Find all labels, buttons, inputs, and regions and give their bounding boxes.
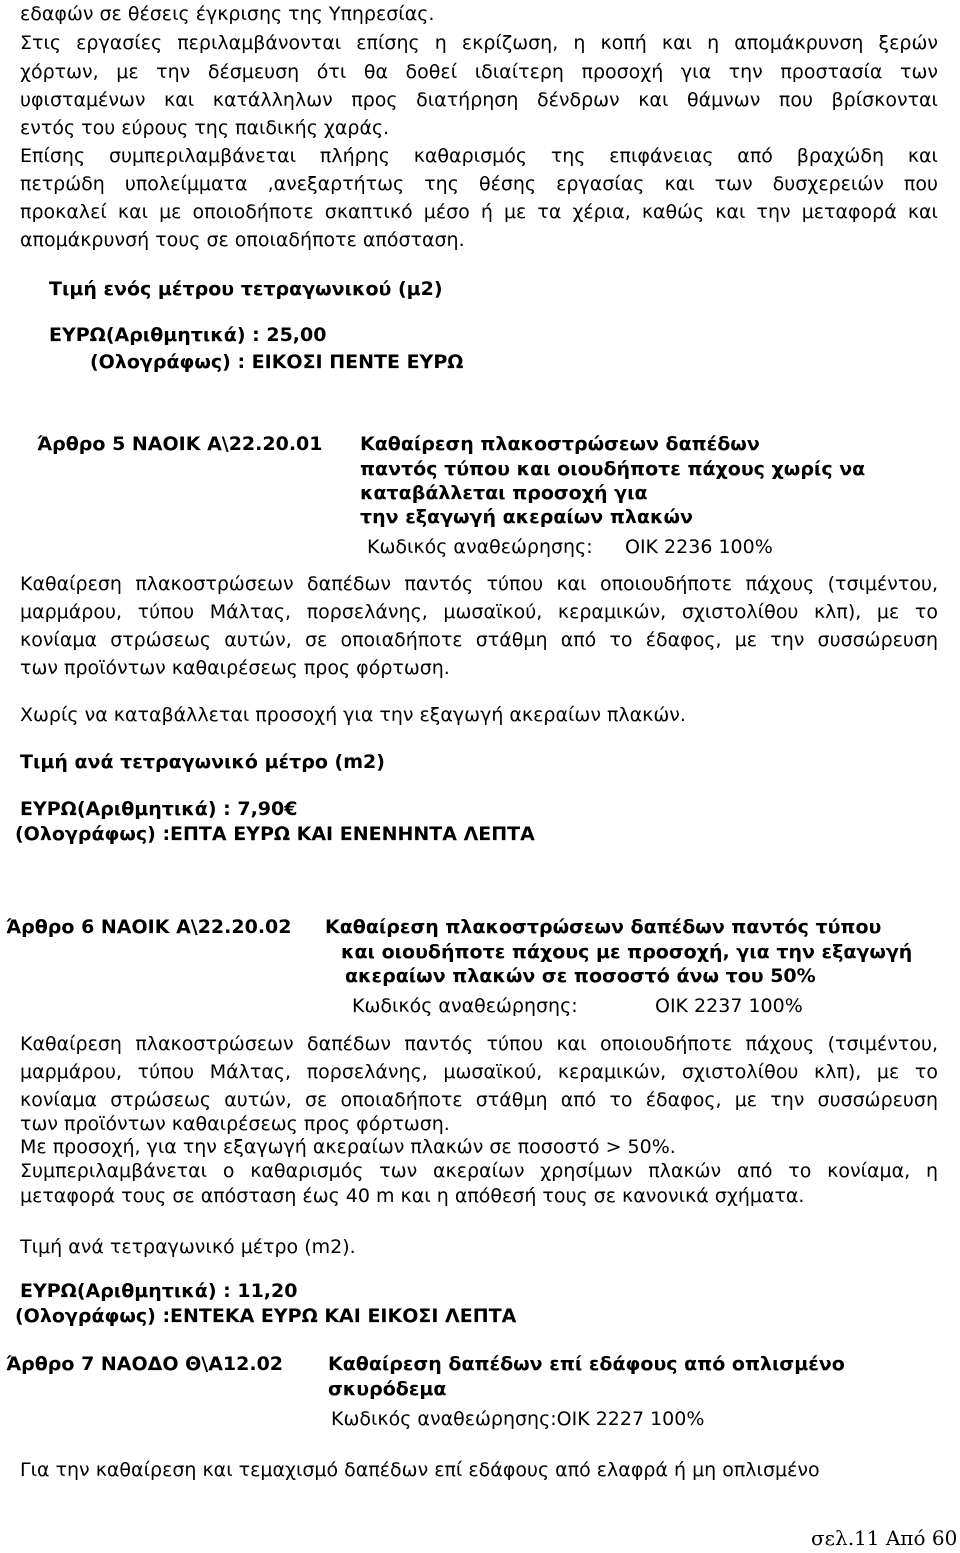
article6-body-line-1: Καθαίρεση πλακοστρώσεων δαπέδων παντός τύπου και οποιουδήποτε πάχους (τσιμέντου, bbox=[20, 1033, 938, 1055]
article5-price-words: (Ολογράφως) :ΕΠΤΑ ΕΥΡΩ ΚΑΙ ΕΝΕΝΗΝΤΑ ΛΕΠΤΑ bbox=[15, 823, 535, 845]
article6-title-line-1: Καθαίρεση πλακοστρώσεων δαπέδων παντός τύπου bbox=[325, 916, 882, 938]
article5-title-line-3: καταβάλλεται προσοχή για bbox=[360, 482, 648, 504]
article7-title-line-2: σκυρόδεμα bbox=[328, 1378, 447, 1400]
intro-line-1: εδαφών σε θέσεις έγκρισης της Υπηρεσίας. bbox=[20, 3, 435, 25]
article5-body-line-2: μαρμάρου, τύπου Μάλτας, πορσελάνης, μωσαϊκού, κεραμικών, σχιστολίθου κλπ), με το bbox=[20, 601, 938, 623]
article7-code: Άρθρο 7 ΝΑΟΔΟ Θ\Α12.02 bbox=[6, 1353, 284, 1375]
article6-body-line-2: μαρμάρου, τύπου Μάλτας, πορσελάνης, μωσαϊκού, κεραμικών, σχιστολίθου κλπ), με το bbox=[20, 1061, 938, 1083]
article5-price-numeric: ΕΥΡΩ(Αριθμητικά) : 7,90€ bbox=[20, 798, 298, 820]
article5-note: Χωρίς να καταβάλλεται προσοχή για την εξαγωγή ακεραίων πλακών. bbox=[20, 704, 686, 726]
article6-body-line-5: Με προσοχή, για την εξαγωγή ακεραίων πλακών σε ποσοστό > 50%. bbox=[20, 1136, 676, 1158]
article7-title-line-1: Καθαίρεση δαπέδων επί εδάφους από οπλισμένο bbox=[328, 1353, 845, 1375]
page-number: σελ.11 Από 60 bbox=[811, 1526, 958, 1550]
article5-body-line-1: Καθαίρεση πλακοστρώσεων δαπέδων παντός τύπου και οποιουδήποτε πάχους (τσιμέντου, bbox=[20, 573, 938, 595]
article5-price-title: Τιμή ανά τετραγωνικό μέτρο (m2) bbox=[20, 751, 385, 773]
article5-revision-label: Κωδικός αναθεώρησης: bbox=[367, 536, 593, 558]
article6-price-words: (Ολογράφως) :ΕΝΤΕΚΑ ΕΥΡΩ ΚΑΙ ΕΙΚΟΣΙ ΛΕΠΤΑ bbox=[15, 1305, 517, 1327]
article7-revision: Κωδικός αναθεώρησης:ΟΙΚ 2227 100% bbox=[331, 1408, 705, 1430]
article6-title-line-3: ακεραίων πλακών σε ποσοστό άνω του 50% bbox=[345, 965, 816, 987]
article6-body-line-4: των προϊόντων καθαιρέσεως προς φόρτωση. bbox=[20, 1113, 450, 1135]
intro-line-5: εντός του εύρους της παιδικής χαράς. bbox=[20, 117, 390, 139]
intro-line-9: απομάκρυνσή τους σε οποιαδήποτε απόσταση. bbox=[20, 229, 465, 251]
intro-line-4: υφισταμένων και κατάλληλων προς διατήρηση δένδρων και θάμνων που βρίσκονται bbox=[20, 89, 938, 111]
intro-price-numeric: ΕΥΡΩ(Αριθμητικά) : 25,00 bbox=[49, 324, 327, 346]
article6-body-line-3: κονίαμα στρώσεως αυτών, σε οποιαδήποτε στάθμη από το έδαφος, με την συσσώρευση bbox=[20, 1089, 938, 1111]
intro-price-title: Τιμή ενός μέτρου τετραγωνικού (μ2) bbox=[49, 278, 443, 300]
article6-revision-value: ΟΙΚ 2237 100% bbox=[655, 995, 803, 1017]
article5-body-line-4: των προϊόντων καθαιρέσεως προς φόρτωση. bbox=[20, 657, 450, 679]
article5-code: Άρθρο 5 ΝΑΟΙΚ Α\22.20.01 bbox=[37, 433, 323, 455]
intro-line-3: χόρτων, με την δέσμευση ότι θα δοθεί ιδιαίτερη προσοχή για την προστασία των bbox=[20, 61, 938, 83]
intro-line-6: Επίσης συμπεριλαμβάνεται πλήρης καθαρισμός της επιφάνειας από βραχώδη και bbox=[20, 145, 938, 167]
article6-price-numeric: ΕΥΡΩ(Αριθμητικά) : 11,20 bbox=[20, 1280, 298, 1302]
article5-revision-value: ΟΙΚ 2236 100% bbox=[625, 536, 773, 558]
article6-revision-label: Κωδικός αναθεώρησης: bbox=[352, 995, 578, 1017]
intro-line-8: προκαλεί και με οποιοδήποτε σκαπτικό μέσο ή με τα χέρια, καθώς και την μεταφορά και bbox=[20, 201, 938, 223]
article6-body-line-6: Συμπεριλαμβάνεται ο καθαρισμός των ακεραίων χρησίμων πλακών από το κονίαμα, η bbox=[20, 1160, 938, 1182]
article6-body-line-7: μεταφορά τους σε απόσταση έως 40 m και η απόθεσή τους σε κανονικά σχήματα. bbox=[20, 1185, 805, 1207]
article5-body-line-3: κονίαμα στρώσεως αυτών, σε οποιαδήποτε στάθμη από το έδαφος, με την συσσώρευση bbox=[20, 629, 938, 651]
article6-title-line-2: και οιουδήποτε πάχους με προσοχή, για την εξαγωγή bbox=[341, 941, 913, 963]
intro-line-2: Στις εργασίες περιλαμβάνονται επίσης η εκρίζωση, η κοπή και η απομάκρυνση ξερών bbox=[20, 32, 938, 54]
intro-price-words: (Ολογράφως) : ΕΙΚΟΣΙ ΠΕΝΤΕ ΕΥΡΩ bbox=[90, 351, 464, 373]
article5-title-line-2: παντός τύπου και οιουδήποτε πάχους χωρίς να bbox=[360, 458, 866, 480]
article7-body-line-1: Για την καθαίρεση και τεμαχισμό δαπέδων επί εδάφους από ελαφρά ή μη οπλισμένο bbox=[20, 1459, 820, 1481]
article6-price-title: Τιμή ανά τετραγωνικό μέτρο (m2). bbox=[20, 1236, 356, 1258]
intro-line-7: πετρώδη υπολείμματα ,ανεξαρτήτως της θέσης εργασίας και των δυσχερειών που bbox=[20, 173, 938, 195]
article5-title-line-4: την εξαγωγή ακεραίων πλακών bbox=[360, 506, 693, 528]
article5-title-line-1: Καθαίρεση πλακοστρώσεων δαπέδων bbox=[360, 433, 760, 455]
article6-code: Άρθρο 6 ΝΑΟΙΚ Α\22.20.02 bbox=[6, 916, 292, 938]
